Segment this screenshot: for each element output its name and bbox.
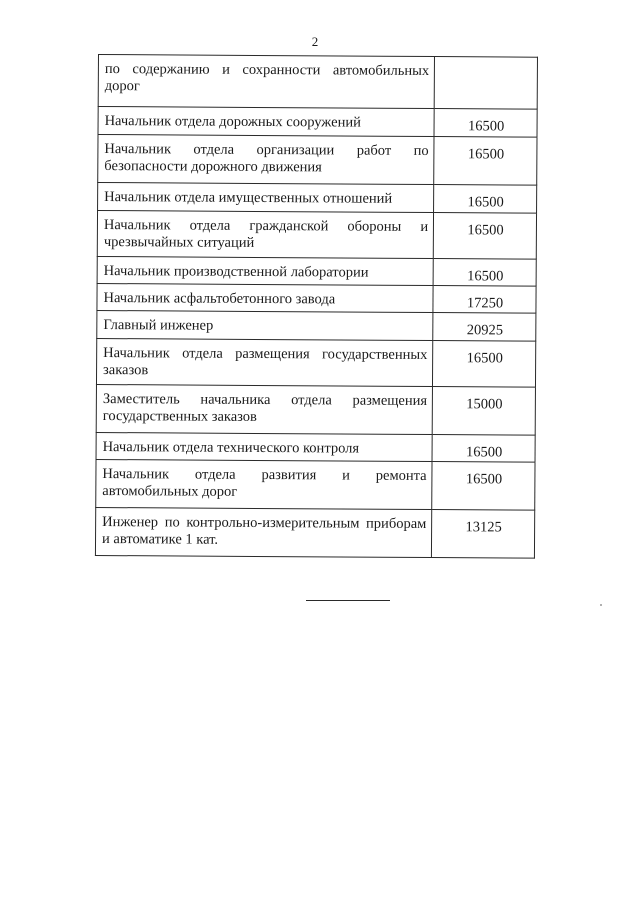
salary-value: 16500	[433, 341, 536, 388]
salary-value: 20925	[433, 313, 536, 342]
position-name: Начальник отдела развития и ремонта автомобильных дорог	[96, 459, 432, 509]
table-row	[96, 432, 535, 462]
position-name: Начальник отдела гражданской обороны и чрезвычайных ситуаций	[97, 211, 433, 259]
position-name: Начальник производственной лаборатории	[97, 256, 433, 285]
table-row	[95, 507, 534, 558]
position-name: Начальник отдела дорожных сооружений	[98, 107, 434, 137]
position-name: Инженер по контрольно-измерительным приборам и автоматике 1 кат.	[95, 507, 431, 557]
table-row	[98, 107, 537, 138]
position-name: Начальник асфальтобетонного завода	[97, 283, 433, 312]
salary-value: 16500	[433, 213, 536, 260]
salary-value: 16500	[434, 185, 537, 214]
table-row	[96, 384, 535, 435]
salary-value: 16500	[432, 462, 535, 511]
table-row	[98, 55, 537, 110]
position-name: Начальник отдела организации работ по безопасности дорожного движения	[98, 135, 434, 185]
table-row	[97, 310, 536, 341]
position-name: Начальник отдела технического контроля	[96, 432, 432, 461]
salary-value: 13125	[432, 510, 535, 559]
table-row	[96, 459, 535, 510]
salary-value: 15000	[432, 387, 535, 436]
positions-salary-table	[95, 54, 538, 559]
salary-value: 16500	[432, 435, 535, 463]
salary-value: 16500	[434, 137, 537, 186]
table-row	[97, 283, 536, 313]
scan-speck	[600, 604, 602, 606]
salary-value: 16500	[433, 259, 536, 287]
position-name: Начальник отдела имущественных отношений	[98, 183, 434, 213]
table-row	[96, 338, 535, 387]
table-row	[97, 256, 536, 286]
end-separator-line	[306, 600, 390, 601]
table-row	[98, 183, 537, 214]
page-number: 2	[311, 34, 319, 49]
position-name: по содержанию и сохранности автомобильных дорог	[98, 55, 435, 109]
position-name: Начальник отдела размещения государственных заказов	[96, 338, 432, 386]
position-name: Главный инженер	[97, 310, 433, 340]
table-row	[98, 135, 537, 186]
table-row	[97, 211, 536, 260]
salary-value: 17250	[433, 286, 536, 314]
salary-value	[434, 57, 537, 110]
salary-value: 16500	[434, 109, 537, 138]
position-name: Заместитель начальника отдела размещения государственных заказов	[96, 384, 432, 434]
